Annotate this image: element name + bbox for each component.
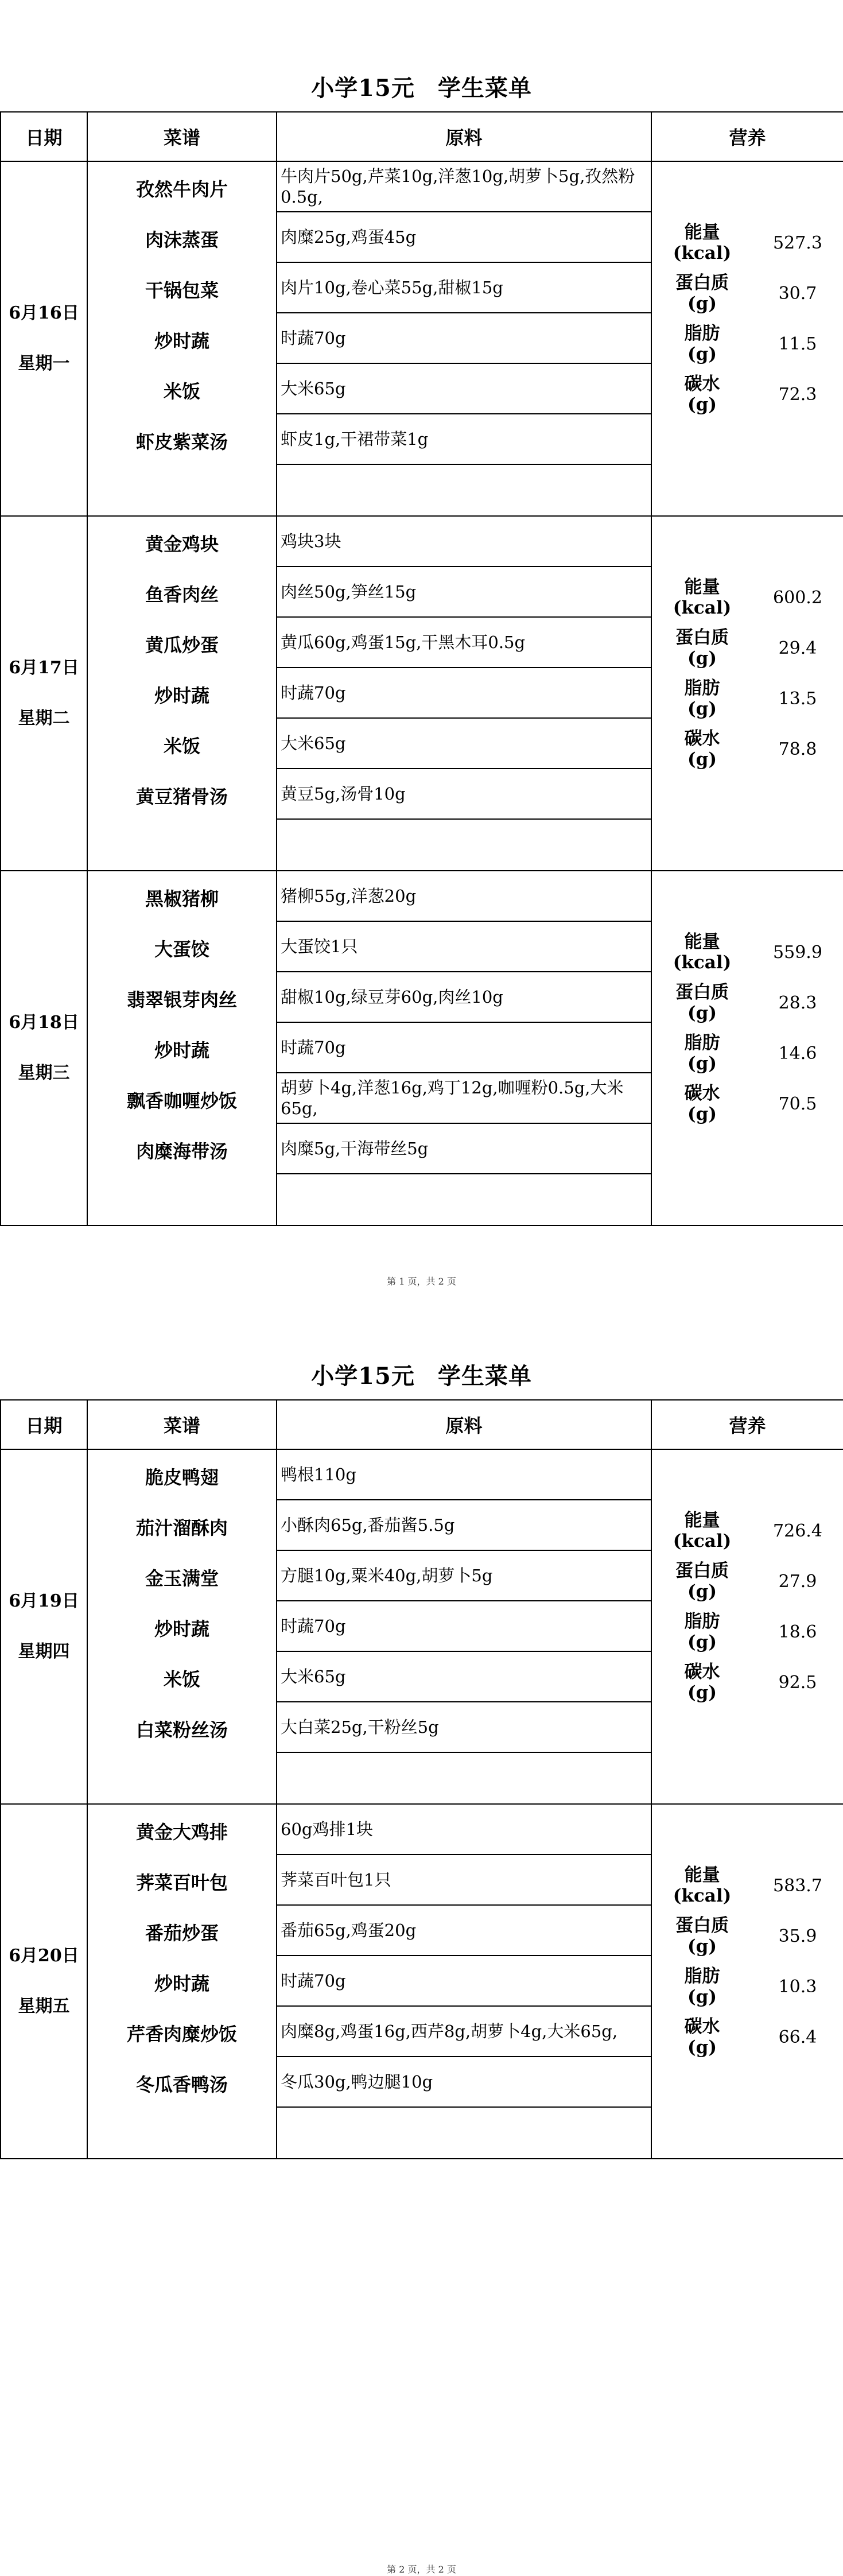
header-dish: 菜谱	[87, 1400, 277, 1449]
ingredient-line	[277, 820, 651, 869]
nutrition-value: 583.7	[773, 1875, 822, 1896]
ingredient-line: 猪柳55g,洋葱20g	[277, 871, 651, 922]
ingredient-line: 时蔬70g	[277, 313, 651, 364]
ingredient-line: 时蔬70g	[277, 668, 651, 719]
date-label: 6月20日	[9, 1946, 79, 1966]
nutrition-cell	[651, 871, 843, 1225]
dish-name: 孜然牛肉片	[135, 179, 228, 200]
ingredient-line: 肉丝50g,笋丝15g	[277, 567, 651, 618]
dish-name: 冬瓜香鸭汤	[135, 2074, 228, 2096]
nutrition-value: 27.9	[778, 1571, 817, 1592]
nutrition-row-energy	[652, 1506, 843, 1556]
nutrition-value: 600.2	[773, 587, 822, 608]
nutrition-value: 559.9	[773, 942, 822, 963]
nutrition-value: 35.9	[778, 1926, 817, 1946]
nutrition-cell	[651, 1449, 843, 1804]
header-row	[1, 1400, 843, 1449]
menu-table	[0, 1399, 843, 2159]
ingredient-line	[277, 2108, 651, 2157]
dish-name: 荠菜百叶包	[135, 1872, 228, 1894]
date-cell	[1, 1804, 87, 2159]
dish-name: 鱼香肉丝	[145, 584, 219, 606]
weekday-label: 星期五	[18, 1996, 70, 2016]
dish-name: 黑椒猪柳	[145, 888, 219, 910]
nutrition-row-protein	[652, 1911, 843, 1961]
dish-name: 黄豆猪骨汤	[135, 786, 228, 808]
dish-cell	[87, 1804, 277, 2159]
nutrition-row-carbs	[652, 1657, 843, 1708]
nutrition-row-protein	[652, 623, 843, 673]
ingredient-line: 冬瓜30g,鸭边腿10g	[277, 2057, 651, 2108]
day-row	[1, 516, 843, 871]
nutrition-label: 能量 (kcal)	[673, 577, 732, 618]
nutrition-value: 29.4	[778, 638, 817, 658]
ingredients-cell	[277, 161, 651, 516]
header-ingredients: 原料	[277, 1400, 651, 1449]
dish-cell	[87, 161, 277, 516]
nutrition-label: 蛋白质 (g)	[675, 1561, 729, 1602]
ingredient-line: 肉糜8g,鸡蛋16g,西芹8g,胡萝卜4g,大米65g,	[277, 2007, 651, 2057]
ingredient-line: 番茄65g,鸡蛋20g	[277, 1906, 651, 1956]
header-nutrition: 营养	[651, 112, 843, 161]
day-row	[1, 1804, 843, 2159]
ingredient-line: 大白菜25g,干粉丝5g	[277, 1702, 651, 1753]
page-2	[0, 1288, 843, 2576]
ingredient-line: 肉糜25g,鸡蛋45g	[277, 212, 651, 263]
ingredient-line	[277, 1753, 651, 1802]
nutrition-label: 碳水 (g)	[684, 1662, 720, 1703]
nutrition-label: 能量 (kcal)	[673, 222, 732, 263]
nutrition-value: 78.8	[778, 739, 817, 759]
header-ingredients: 原料	[277, 112, 651, 161]
nutrition-row-carbs	[652, 1078, 843, 1129]
dish-cell	[87, 871, 277, 1225]
dish-name: 肉沫蒸蛋	[145, 229, 219, 251]
ingredient-line: 甜椒10g,绿豆芽60g,肉丝10g	[277, 972, 651, 1023]
nutrition-label: 蛋白质 (g)	[675, 273, 729, 314]
ingredient-line: 虾皮1g,干裙带菜1g	[277, 414, 651, 465]
weekday-label: 星期四	[18, 1642, 70, 1662]
dish-name: 黄金大鸡排	[135, 1821, 228, 1843]
nutrition-value: 18.6	[778, 1621, 817, 1642]
header-row	[1, 112, 843, 161]
ingredient-line: 时蔬70g	[277, 1023, 651, 1073]
ingredient-line	[277, 1174, 651, 1224]
ingredients-cell	[277, 1804, 651, 2159]
header-dish: 菜谱	[87, 112, 277, 161]
nutrition-label: 脂肪 (g)	[684, 1611, 720, 1652]
ingredient-line: 牛肉片50g,芹菜10g,洋葱10g,胡萝卜5g,孜然粉0.5g,	[277, 162, 651, 212]
nutrition-value: 527.3	[773, 232, 822, 253]
date-label: 6月18日	[9, 1012, 79, 1033]
dish-name: 黄瓜炒蛋	[145, 634, 219, 656]
nutrition-cell	[651, 161, 843, 516]
nutrition-label: 蛋白质 (g)	[675, 1915, 729, 1957]
dish-name: 翡翠银芽肉丝	[126, 989, 237, 1011]
dish-name: 炒时蔬	[154, 1973, 209, 1995]
dish-name: 番茄炒蛋	[145, 1922, 219, 1944]
nutrition-label: 碳水 (g)	[684, 1083, 720, 1124]
ingredient-line: 黄瓜60g,鸡蛋15g,干黑木耳0.5g	[277, 618, 651, 668]
nutrition-label: 脂肪 (g)	[684, 678, 720, 719]
ingredients-cell	[277, 1449, 651, 1804]
nutrition-label: 蛋白质 (g)	[675, 982, 729, 1023]
ingredient-line: 胡萝卜4g,洋葱16g,鸡丁12g,咖喱粉0.5g,大米65g,	[277, 1073, 651, 1124]
ingredient-line: 鸭根110g	[277, 1450, 651, 1500]
nutrition-label: 碳水 (g)	[684, 728, 720, 770]
date-label: 6月17日	[9, 658, 79, 678]
nutrition-label: 能量 (kcal)	[673, 932, 732, 973]
nutrition-value: 14.6	[778, 1043, 817, 1064]
page-title: 小学15元 学生菜单	[311, 75, 532, 102]
dish-name: 金玉满堂	[145, 1568, 219, 1589]
day-row	[1, 871, 843, 1225]
nutrition-row-carbs	[652, 2012, 843, 2062]
ingredient-line: 时蔬70g	[277, 1601, 651, 1652]
dish-name: 米饭	[163, 1669, 200, 1690]
date-label: 6月19日	[9, 1591, 79, 1611]
dish-name: 干锅包菜	[145, 280, 219, 301]
nutrition-label: 脂肪 (g)	[684, 1966, 720, 2007]
ingredient-line: 黄豆5g,汤骨10g	[277, 769, 651, 820]
dish-cell	[87, 516, 277, 871]
dish-name: 白菜粉丝汤	[135, 1719, 228, 1741]
dish-name: 炒时蔬	[154, 685, 209, 707]
nutrition-row-energy	[652, 927, 843, 977]
nutrition-row-fat	[652, 1961, 843, 2012]
ingredient-line: 大蛋饺1只	[277, 922, 651, 972]
nutrition-label: 能量 (kcal)	[673, 1865, 732, 1906]
nutrition-value: 92.5	[778, 1672, 817, 1693]
weekday-label: 星期三	[18, 1063, 70, 1083]
nutrition-row-fat	[652, 1028, 843, 1078]
nutrition-label: 蛋白质 (g)	[675, 627, 729, 669]
nutrition-value: 11.5	[778, 333, 817, 354]
nutrition-row-energy	[652, 572, 843, 623]
nutrition-row-protein	[652, 977, 843, 1028]
menu-table	[0, 111, 843, 1226]
dish-name: 肉糜海带汤	[135, 1140, 228, 1162]
date-cell	[1, 516, 87, 871]
ingredient-line	[277, 465, 651, 514]
dish-name: 虾皮紫菜汤	[135, 431, 228, 453]
ingredients-cell	[277, 516, 651, 871]
nutrition-row-carbs	[652, 724, 843, 774]
nutrition-value: 13.5	[778, 688, 817, 709]
day-row	[1, 1449, 843, 1804]
ingredient-line: 大米65g	[277, 1652, 651, 1702]
nutrition-label: 脂肪 (g)	[684, 1033, 720, 1074]
day-row	[1, 161, 843, 516]
weekday-label: 星期二	[18, 708, 70, 728]
ingredient-line: 荠菜百叶包1只	[277, 1855, 651, 1906]
dish-name: 脆皮鸭翅	[145, 1467, 219, 1488]
page-footer: 第 2 页，共 2 页	[387, 2564, 456, 2575]
dish-name: 米饭	[163, 381, 200, 402]
dish-name: 黄金鸡块	[145, 533, 219, 555]
nutrition-label: 碳水 (g)	[684, 2016, 720, 2058]
nutrition-label: 脂肪 (g)	[684, 323, 720, 364]
nutrition-row-fat	[652, 319, 843, 369]
nutrition-row-fat	[652, 1607, 843, 1657]
ingredient-line: 肉片10g,卷心菜55g,甜椒15g	[277, 263, 651, 313]
dish-name: 大蛋饺	[154, 938, 209, 960]
dish-name: 米饭	[163, 735, 200, 757]
header-date: 日期	[1, 112, 87, 161]
weekday-label: 星期一	[18, 354, 70, 374]
ingredient-line: 60g鸡排1块	[277, 1805, 651, 1855]
ingredient-line: 大米65g	[277, 719, 651, 769]
ingredients-cell	[277, 871, 651, 1225]
header-nutrition: 营养	[651, 1400, 843, 1449]
dish-name: 炒时蔬	[154, 1039, 209, 1061]
dish-cell	[87, 1449, 277, 1804]
dish-name: 炒时蔬	[154, 1618, 209, 1640]
ingredient-line: 大米65g	[277, 364, 651, 414]
nutrition-value: 10.3	[778, 1976, 817, 1997]
ingredient-line: 鸡块3块	[277, 517, 651, 567]
dish-name: 茄汁溜酥肉	[135, 1517, 228, 1539]
nutrition-cell	[651, 516, 843, 871]
ingredient-line: 方腿10g,粟米40g,胡萝卜5g	[277, 1551, 651, 1601]
dish-name: 炒时蔬	[154, 330, 209, 352]
page-title: 小学15元 学生菜单	[311, 1363, 532, 1390]
nutrition-value: 72.3	[778, 384, 817, 405]
nutrition-value: 70.5	[778, 1093, 817, 1114]
ingredient-line: 肉糜5g,干海带丝5g	[277, 1124, 651, 1174]
ingredient-line: 小酥肉65g,番茄酱5.5g	[277, 1500, 651, 1551]
nutrition-label: 能量 (kcal)	[673, 1510, 732, 1551]
nutrition-row-protein	[652, 268, 843, 319]
nutrition-cell	[651, 1804, 843, 2159]
header-date: 日期	[1, 1400, 87, 1449]
dish-name: 芹香肉糜炒饭	[126, 2023, 237, 2045]
date-label: 6月16日	[9, 303, 79, 323]
nutrition-row-protein	[652, 1556, 843, 1607]
nutrition-value: 30.7	[778, 283, 817, 304]
nutrition-row-fat	[652, 673, 843, 724]
nutrition-value: 726.4	[773, 1520, 822, 1541]
date-cell	[1, 871, 87, 1225]
ingredient-line: 时蔬70g	[277, 1956, 651, 2007]
nutrition-row-carbs	[652, 369, 843, 420]
dish-name: 飘香咖喱炒饭	[126, 1090, 237, 1112]
nutrition-value: 28.3	[778, 992, 817, 1013]
nutrition-row-energy	[652, 1860, 843, 1911]
page-footer: 第 1 页，共 2 页	[387, 1276, 456, 1287]
nutrition-value: 66.4	[778, 2027, 817, 2047]
date-cell	[1, 1449, 87, 1804]
nutrition-row-energy	[652, 218, 843, 268]
date-cell	[1, 161, 87, 516]
nutrition-label: 碳水 (g)	[684, 374, 720, 415]
